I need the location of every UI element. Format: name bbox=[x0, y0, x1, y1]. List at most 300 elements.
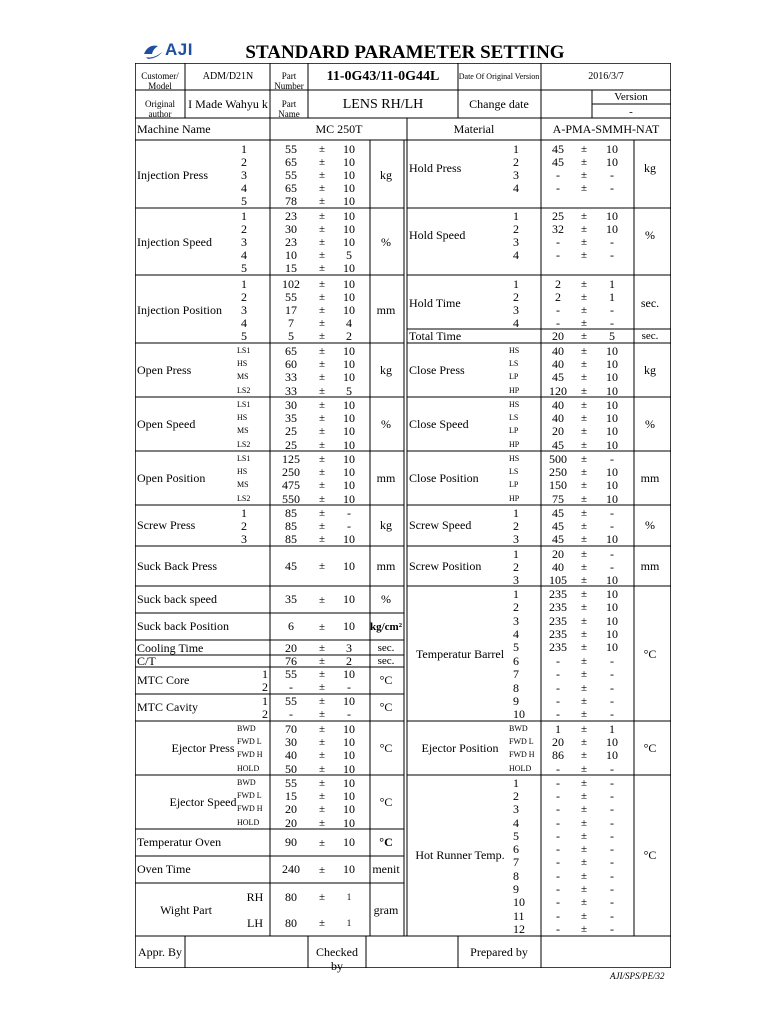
row-tolerance: 10 bbox=[606, 613, 618, 628]
row-value: - bbox=[556, 855, 560, 870]
plus-minus: ± bbox=[580, 452, 588, 465]
row-value: 20 bbox=[552, 424, 564, 439]
row-value: - bbox=[556, 775, 560, 790]
row-value: 35 bbox=[285, 592, 297, 606]
cooling-time-unit: sec. bbox=[377, 642, 395, 654]
original-author-label: Original author bbox=[145, 99, 175, 119]
row-index: HP bbox=[509, 493, 520, 503]
row-index: 3 bbox=[513, 532, 519, 547]
plus-minus: ± bbox=[580, 371, 588, 384]
row-index: LS2 bbox=[237, 439, 251, 449]
row-value: 70 bbox=[285, 721, 297, 736]
row-tolerance: 10 bbox=[606, 410, 618, 425]
row-tolerance: 10 bbox=[343, 451, 355, 466]
plus-minus: ± bbox=[580, 789, 588, 802]
row-index: 2 bbox=[262, 679, 268, 694]
plus-minus: ± bbox=[580, 708, 588, 721]
row-value: 23 bbox=[285, 235, 297, 249]
temperatur-oven-label: Temperatur Oven bbox=[137, 835, 222, 849]
row-index: 11 bbox=[513, 908, 525, 923]
row-index: BWD bbox=[237, 723, 256, 733]
row-tolerance: - bbox=[610, 451, 614, 466]
row-index: 3 bbox=[241, 532, 247, 547]
row-index: HOLD bbox=[509, 763, 532, 773]
row-value: 235 bbox=[549, 586, 567, 601]
row-value: 45 bbox=[552, 437, 564, 452]
row-value: - bbox=[556, 707, 560, 722]
plus-minus: ± bbox=[580, 249, 588, 262]
row-value: 32 bbox=[552, 221, 564, 236]
total-time-unit: sec. bbox=[641, 330, 659, 342]
page-title: STANDARD PARAMETER SETTING bbox=[245, 42, 565, 63]
row-tolerance: 10 bbox=[343, 424, 355, 439]
row-tolerance: 10 bbox=[606, 748, 618, 763]
plus-minus: ± bbox=[318, 371, 326, 384]
row-value: 65 bbox=[285, 181, 297, 196]
row-value: 55 bbox=[285, 289, 297, 304]
row-index: MS bbox=[237, 480, 249, 490]
row-index: FWD L bbox=[237, 736, 262, 746]
row-value: 15 bbox=[285, 261, 297, 276]
plus-minus: ± bbox=[580, 398, 588, 411]
row-tolerance: - bbox=[610, 559, 614, 574]
hot-runner-temp-label: Hot Runner Temp. bbox=[415, 848, 505, 863]
plus-minus: ± bbox=[580, 654, 588, 667]
row-value: 85 bbox=[285, 532, 297, 547]
row-index: HS bbox=[509, 399, 520, 409]
row-value: 20 bbox=[552, 328, 564, 343]
row-index: 1 bbox=[513, 775, 519, 790]
plus-minus: ± bbox=[318, 195, 326, 208]
row-value: 120 bbox=[549, 383, 567, 398]
plus-minus: ± bbox=[318, 593, 326, 606]
plus-minus: ± bbox=[580, 384, 588, 397]
plus-minus: ± bbox=[580, 411, 588, 424]
plus-minus: ± bbox=[318, 398, 326, 411]
row-tolerance: - bbox=[610, 788, 614, 803]
row-tolerance: 10 bbox=[343, 748, 355, 763]
row-tolerance: 10 bbox=[606, 586, 618, 601]
row-index: LS1 bbox=[237, 399, 251, 409]
row-tolerance: - bbox=[610, 707, 614, 722]
row-index: 3 bbox=[513, 613, 519, 628]
plus-minus: ± bbox=[318, 762, 326, 775]
plus-minus: ± bbox=[318, 465, 326, 478]
material-value: A-PMA-SMMH-NAT bbox=[552, 121, 660, 136]
row-index: 3 bbox=[513, 168, 519, 182]
row-index: LH bbox=[247, 915, 263, 930]
row-value: 17 bbox=[285, 303, 297, 317]
plus-minus: ± bbox=[580, 222, 588, 235]
row-tolerance: - bbox=[610, 868, 614, 883]
plus-minus: ± bbox=[580, 330, 588, 342]
row-tolerance: - bbox=[610, 667, 614, 682]
row-index: 12 bbox=[513, 921, 525, 936]
row-tolerance: 2 bbox=[346, 653, 352, 668]
row-index: LS bbox=[509, 358, 519, 368]
row-index: 2 bbox=[513, 221, 519, 236]
row-tolerance: - bbox=[347, 679, 351, 694]
row-index: 1 bbox=[513, 141, 519, 156]
date-original-value: 2016/3/7 bbox=[588, 70, 624, 82]
plus-minus: ± bbox=[580, 344, 588, 357]
row-index: BWD bbox=[237, 777, 256, 787]
change-date-label: Change date bbox=[469, 96, 529, 111]
plus-minus: ± bbox=[318, 222, 326, 235]
close-speed-unit: % bbox=[645, 417, 655, 432]
plus-minus: ± bbox=[318, 492, 326, 505]
row-value: - bbox=[556, 882, 560, 897]
row-value: 20 bbox=[285, 640, 297, 655]
plus-minus: ± bbox=[580, 169, 588, 181]
row-value: 40 bbox=[285, 748, 297, 763]
row-index: 1 bbox=[241, 141, 247, 156]
row-tolerance: 10 bbox=[606, 640, 618, 655]
hold-press-unit: kg bbox=[644, 160, 656, 175]
plus-minus: ± bbox=[580, 816, 588, 829]
temperatur-oven-unit: °C bbox=[379, 835, 393, 849]
plus-minus: ± bbox=[318, 142, 326, 155]
injection-speed-unit: % bbox=[381, 234, 391, 249]
row-value: 65 bbox=[285, 154, 297, 169]
plus-minus: ± bbox=[318, 789, 326, 802]
row-value: 45 bbox=[552, 141, 564, 156]
row-index: HS bbox=[509, 453, 520, 463]
parameter-form bbox=[135, 63, 671, 973]
row-value: 25 bbox=[285, 437, 297, 452]
plus-minus: ± bbox=[318, 209, 326, 222]
plus-minus: ± bbox=[580, 749, 588, 762]
prepared-by-label: Prepared by bbox=[470, 944, 528, 959]
plus-minus: ± bbox=[580, 843, 588, 856]
screw-press-unit: kg bbox=[380, 518, 392, 533]
row-tolerance: - bbox=[610, 653, 614, 668]
plus-minus: ± bbox=[318, 479, 326, 492]
row-tolerance: 10 bbox=[343, 276, 355, 291]
row-index: 1 bbox=[513, 505, 519, 520]
row-index: LP bbox=[509, 426, 519, 436]
row-index: 2 bbox=[262, 706, 268, 721]
row-value: 45 bbox=[552, 505, 564, 520]
row-index: LS2 bbox=[237, 385, 251, 395]
row-value: 20 bbox=[285, 802, 297, 817]
machine-name-label: Machine Name bbox=[137, 121, 211, 136]
row-index: HS bbox=[237, 466, 248, 476]
row-index: 5 bbox=[513, 828, 519, 843]
mtc-core-unit: °C bbox=[379, 673, 393, 687]
part-name-value: LENS RH/LH bbox=[342, 96, 424, 112]
row-value: 105 bbox=[549, 573, 567, 588]
row-value: 235 bbox=[549, 640, 567, 655]
row-value: - bbox=[556, 802, 560, 817]
checked-by-label: Checked by bbox=[316, 945, 358, 973]
plus-minus: ± bbox=[580, 506, 588, 519]
suck-back-position-unit: kg/cm² bbox=[369, 620, 403, 633]
plus-minus: ± bbox=[580, 627, 588, 640]
row-tolerance: 10 bbox=[343, 221, 355, 236]
mtc-cavity-label: MTC Cavity bbox=[137, 700, 199, 714]
row-index: 6 bbox=[513, 842, 519, 857]
ejector-press-label: Ejector Press bbox=[171, 741, 235, 756]
hold-time-label: Hold Time bbox=[409, 295, 461, 310]
row-value: - bbox=[556, 895, 560, 910]
row-tolerance: 10 bbox=[606, 600, 618, 615]
row-value: - bbox=[556, 235, 560, 249]
row-value: 80 bbox=[285, 889, 297, 904]
plus-minus: ± bbox=[580, 519, 588, 532]
row-index: 2 bbox=[513, 600, 519, 615]
row-tolerance: 10 bbox=[343, 667, 355, 682]
open-position-unit: mm bbox=[376, 471, 396, 486]
row-value: 45 bbox=[552, 518, 564, 533]
row-tolerance: 10 bbox=[343, 775, 355, 790]
plus-minus: ± bbox=[318, 620, 326, 633]
row-tolerance: 1 bbox=[609, 289, 615, 304]
row-index: MS bbox=[237, 426, 249, 436]
plus-minus: ± bbox=[318, 917, 326, 929]
plus-minus: ± bbox=[580, 909, 588, 922]
material-label: Material bbox=[453, 121, 495, 136]
suck-back-press-label: Suck Back Press bbox=[137, 558, 217, 573]
row-index: 4 bbox=[513, 316, 519, 331]
row-tolerance: 10 bbox=[606, 208, 618, 223]
row-index: 1 bbox=[513, 276, 519, 291]
row-index: 4 bbox=[241, 181, 247, 196]
row-index: 3 bbox=[241, 303, 247, 317]
row-index: 2 bbox=[513, 154, 519, 169]
row-value: 30 bbox=[285, 221, 297, 236]
ejector-speed-unit: °C bbox=[379, 795, 393, 810]
row-value: 40 bbox=[552, 559, 564, 574]
plus-minus: ± bbox=[580, 829, 588, 842]
row-tolerance: - bbox=[610, 248, 614, 263]
row-index: 1 bbox=[513, 586, 519, 601]
row-index: 2 bbox=[241, 518, 247, 533]
row-value: - bbox=[556, 653, 560, 668]
row-index: 6 bbox=[513, 653, 519, 668]
row-index: 3 bbox=[513, 235, 519, 249]
open-press-label: Open Press bbox=[137, 363, 192, 378]
row-index: FWD L bbox=[509, 736, 534, 746]
plus-minus: ± bbox=[580, 236, 588, 248]
row-index: LS2 bbox=[237, 493, 251, 503]
row-index: 1 bbox=[262, 694, 268, 709]
plus-minus: ± bbox=[318, 836, 326, 849]
row-value: - bbox=[556, 680, 560, 695]
plus-minus: ± bbox=[318, 169, 326, 181]
row-value: 65 bbox=[285, 343, 297, 358]
plus-minus: ± bbox=[318, 344, 326, 357]
row-value: 250 bbox=[549, 464, 567, 479]
row-tolerance: - bbox=[610, 181, 614, 196]
row-index: 4 bbox=[513, 815, 519, 830]
row-index: HS bbox=[509, 345, 520, 355]
row-index: 2 bbox=[513, 289, 519, 304]
row-value: 23 bbox=[285, 208, 297, 223]
row-index: 1 bbox=[241, 208, 247, 223]
plus-minus: ± bbox=[580, 547, 588, 560]
plus-minus: ± bbox=[580, 587, 588, 600]
date-original-label: Date Of Original Version bbox=[458, 71, 540, 81]
hold-time-unit: sec. bbox=[640, 295, 660, 310]
plus-minus: ± bbox=[580, 425, 588, 438]
machine-name-value: MC 250T bbox=[315, 121, 363, 136]
row-tolerance: - bbox=[610, 921, 614, 936]
customer-model-label: Customer/ Model bbox=[141, 71, 179, 91]
row-value: - bbox=[556, 168, 560, 182]
plus-minus: ± bbox=[580, 869, 588, 882]
row-value: 20 bbox=[552, 734, 564, 749]
row-index: 4 bbox=[513, 181, 519, 196]
plus-minus: ± bbox=[580, 574, 588, 587]
row-tolerance: - bbox=[610, 908, 614, 923]
row-tolerance: 10 bbox=[343, 478, 355, 493]
plus-minus: ± bbox=[318, 680, 326, 693]
row-value: 55 bbox=[285, 667, 297, 682]
row-tolerance: - bbox=[610, 775, 614, 790]
oven-time-unit: menit bbox=[372, 862, 400, 876]
row-tolerance: 10 bbox=[343, 437, 355, 452]
plus-minus: ± bbox=[580, 668, 588, 681]
row-index: FWD H bbox=[237, 750, 263, 760]
row-index: 3 bbox=[513, 303, 519, 317]
row-value: 45 bbox=[552, 370, 564, 385]
row-value: 50 bbox=[285, 761, 297, 776]
injection-press-label: Injection Press bbox=[137, 167, 208, 182]
plus-minus: ± bbox=[580, 681, 588, 694]
plus-minus: ± bbox=[318, 863, 326, 876]
row-tolerance: 10 bbox=[343, 154, 355, 169]
ejector-position-label: Ejector Position bbox=[421, 741, 499, 756]
plus-minus: ± bbox=[580, 182, 588, 195]
plus-minus: ± bbox=[318, 749, 326, 762]
row-value: - bbox=[556, 693, 560, 708]
plus-minus: ± bbox=[580, 290, 588, 303]
plus-minus: ± bbox=[318, 735, 326, 748]
plus-minus: ± bbox=[580, 304, 588, 316]
plus-minus: ± bbox=[318, 236, 326, 248]
row-tolerance: 10 bbox=[343, 815, 355, 830]
row-tolerance: - bbox=[610, 316, 614, 331]
open-press-unit: kg bbox=[380, 363, 392, 378]
row-tolerance: 10 bbox=[606, 532, 618, 547]
row-tolerance: 10 bbox=[606, 154, 618, 169]
row-tolerance: 10 bbox=[343, 141, 355, 156]
row-tolerance: - bbox=[610, 815, 614, 830]
plus-minus: ± bbox=[318, 357, 326, 370]
ejector-speed-label: Ejector Speed bbox=[169, 795, 237, 810]
plus-minus: ± bbox=[580, 155, 588, 168]
row-tolerance: 5 bbox=[609, 328, 615, 343]
hot-runner-temp-unit: °C bbox=[643, 848, 657, 863]
suck-back-speed-unit: % bbox=[381, 592, 391, 606]
plus-minus: ± bbox=[318, 182, 326, 195]
row-tolerance: - bbox=[610, 168, 614, 182]
open-speed-unit: % bbox=[381, 417, 391, 432]
close-press-unit: kg bbox=[644, 363, 656, 378]
row-value: 55 bbox=[285, 141, 297, 156]
row-value: - bbox=[556, 815, 560, 830]
screw-press-label: Screw Press bbox=[137, 518, 196, 533]
row-value: 475 bbox=[282, 478, 300, 493]
row-value: - bbox=[556, 303, 560, 317]
row-value: 78 bbox=[285, 194, 297, 209]
plus-minus: ± bbox=[580, 922, 588, 935]
row-tolerance: 10 bbox=[343, 491, 355, 506]
row-tolerance: 10 bbox=[343, 194, 355, 209]
row-index: 10 bbox=[513, 895, 525, 910]
row-index: HOLD bbox=[237, 763, 260, 773]
row-index: 8 bbox=[513, 868, 519, 883]
oven-time-label: Oven Time bbox=[137, 862, 191, 876]
row-tolerance: - bbox=[347, 518, 351, 533]
row-index: 4 bbox=[241, 316, 247, 331]
row-value: - bbox=[556, 667, 560, 682]
plus-minus: ± bbox=[318, 411, 326, 424]
injection-position-unit: mm bbox=[376, 302, 396, 317]
row-tolerance: 10 bbox=[343, 235, 355, 249]
plus-minus: ± bbox=[580, 776, 588, 789]
row-tolerance: 10 bbox=[343, 788, 355, 803]
plus-minus: ± bbox=[580, 357, 588, 370]
row-value: 102 bbox=[282, 276, 300, 291]
row-value: - bbox=[556, 761, 560, 776]
row-tolerance: - bbox=[347, 505, 351, 520]
row-value: 235 bbox=[549, 626, 567, 641]
row-tolerance: - bbox=[610, 680, 614, 695]
row-value: - bbox=[289, 706, 293, 721]
row-value: 33 bbox=[285, 370, 297, 385]
plus-minus: ± bbox=[318, 425, 326, 438]
row-index: 3 bbox=[513, 573, 519, 588]
close-position-unit: mm bbox=[640, 471, 660, 486]
plus-minus: ± bbox=[318, 655, 326, 667]
row-tolerance: 10 bbox=[343, 464, 355, 479]
row-value: 5 bbox=[288, 329, 294, 344]
wight-part-label: Wight Part bbox=[160, 902, 212, 917]
plus-minus: ± bbox=[580, 762, 588, 775]
row-value: - bbox=[556, 921, 560, 936]
row-value: 45 bbox=[552, 532, 564, 547]
plus-minus: ± bbox=[318, 290, 326, 303]
row-tolerance: - bbox=[610, 303, 614, 317]
hold-speed-unit: % bbox=[645, 227, 655, 242]
row-value: 85 bbox=[285, 505, 297, 520]
suck-back-press-unit: mm bbox=[376, 558, 396, 573]
injection-position-label: Injection Position bbox=[137, 302, 222, 317]
row-tolerance: 4 bbox=[346, 316, 352, 331]
row-value: 35 bbox=[285, 410, 297, 425]
row-value: 20 bbox=[552, 546, 564, 561]
plus-minus: ± bbox=[580, 883, 588, 896]
ejector-press-unit: °C bbox=[379, 741, 393, 756]
plus-minus: ± bbox=[318, 533, 326, 546]
row-tolerance: 10 bbox=[343, 694, 355, 709]
version-label: Version bbox=[614, 91, 648, 103]
row-value: 60 bbox=[285, 356, 297, 371]
row-value: 40 bbox=[552, 397, 564, 412]
row-index: LS1 bbox=[237, 453, 251, 463]
row-index: LP bbox=[509, 372, 519, 382]
row-tolerance: - bbox=[610, 235, 614, 249]
plus-minus: ± bbox=[580, 277, 588, 290]
row-index: 8 bbox=[513, 680, 519, 695]
temperatur-barrel-label: Temperatur Barrel bbox=[415, 646, 505, 661]
row-value: 500 bbox=[549, 451, 567, 466]
row-value: 45 bbox=[285, 558, 297, 573]
customer-model-value: ADM/D21N bbox=[202, 70, 254, 82]
plus-minus: ± bbox=[580, 694, 588, 707]
